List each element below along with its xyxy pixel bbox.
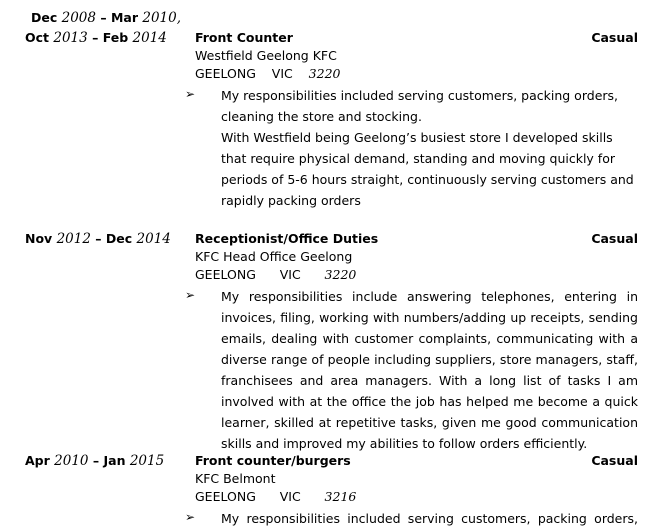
date-month: Nov: [25, 231, 53, 246]
date-month: Jan: [103, 453, 126, 468]
job-employer: KFC Head Office Geelong: [195, 249, 353, 264]
job-postcode: 3220: [308, 66, 341, 81]
job-bullet: [185, 286, 638, 454]
job-location: [195, 266, 638, 284]
date-month: Mar: [110, 10, 138, 25]
date-year: 2010,: [142, 10, 182, 26]
job-postcode: 3216: [324, 489, 357, 504]
arrowhead-bullet-icon: ➢: [185, 288, 196, 302]
job-description: My responsibilities included serving customers, packing orders, cleaning the store and stocking.: [221, 88, 619, 124]
job-date-range: [25, 230, 195, 248]
date-dash: –: [92, 30, 99, 45]
job-description: My responsibilities include answering telephones, entering in invoices, filing, working with numbers/adding up receipts, sending emails, dealing with customer complaints, communicating with a diverse range of people including suppliers, store managers, staff, franchisees and area managers. With a long list of tasks I am involved with at the office the job has helped me become a quick learner, skilled at repetitive tasks, given me good communication skills and improved my abilities to follow orders efficiently.: [221, 289, 638, 451]
arrowhead-bullet-icon: ➢: [185, 510, 196, 524]
date-year: 2014: [132, 30, 167, 46]
arrowhead-bullet-icon: ➢: [185, 87, 196, 101]
job-date-range: [25, 452, 195, 470]
job-header: [195, 230, 638, 248]
job-header: [195, 452, 638, 470]
job-employer: KFC Belmont: [195, 471, 276, 486]
job-entry: [185, 452, 638, 529]
date-year: 2008: [61, 10, 96, 26]
date-range-extra: [31, 9, 201, 27]
job-state: VIC: [279, 267, 301, 282]
job-postcode: 3220: [324, 267, 357, 282]
date-year: 2010: [54, 453, 89, 469]
job-state: VIC: [279, 489, 301, 504]
job-date-range: [25, 29, 195, 47]
job-state: VIC: [271, 66, 293, 81]
date-dash: –: [95, 231, 102, 246]
date-month: Apr: [25, 453, 50, 468]
job-role: Front counter/burgers: [195, 453, 351, 468]
date-year: 2012: [56, 231, 91, 247]
date-month: Dec: [31, 10, 58, 25]
job-type: Casual: [591, 30, 638, 45]
job-header: [195, 29, 638, 47]
date-month: Oct: [25, 30, 50, 45]
job-description: My responsibilities included serving customers, packing orders,: [221, 511, 638, 526]
job-location: [195, 65, 638, 83]
job-bullet: [185, 508, 638, 529]
job-role: Front Counter: [195, 30, 293, 45]
job-entry: [185, 230, 638, 454]
job-bullet: [185, 85, 638, 211]
job-type: Casual: [591, 453, 638, 468]
job-type: Casual: [591, 231, 638, 246]
job-location: [195, 488, 638, 506]
job-city: GEELONG: [195, 66, 256, 81]
job-city: GEELONG: [195, 489, 256, 504]
job-role: Receptionist/Office Duties: [195, 231, 379, 246]
date-dash: –: [100, 10, 107, 25]
date-month: Dec: [105, 231, 133, 246]
date-month: Feb: [102, 30, 129, 45]
date-year: 2015: [129, 453, 165, 469]
date-year: 2014: [136, 231, 171, 247]
job-entry: [185, 29, 638, 211]
job-description: With Westfield being Geelong’s busiest store I developed skills that require physical demand, standing and moving quickly for periods of 5-6 hours straight, continuously serving customers and rapidly packing orders: [221, 130, 634, 208]
job-city: GEELONG: [195, 267, 256, 282]
job-employer: Westfield Geelong KFC: [195, 48, 337, 63]
date-dash: –: [92, 453, 100, 468]
date-year: 2013: [53, 30, 88, 46]
